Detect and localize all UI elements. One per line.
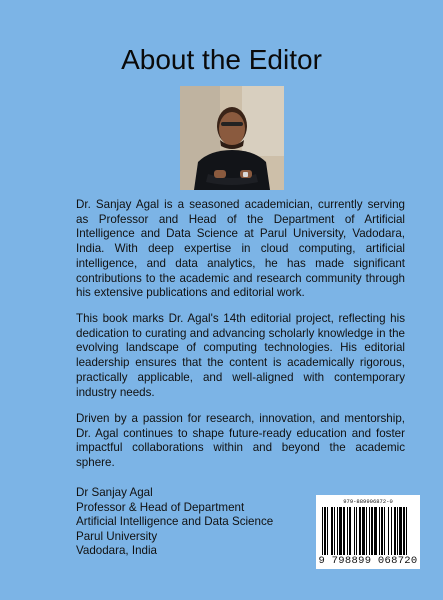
- barcode-bar: [399, 507, 402, 555]
- barcode-bar: [374, 507, 377, 555]
- barcode-bar: [349, 507, 351, 555]
- barcode-bar: [334, 507, 335, 555]
- barcode-bar: [397, 507, 398, 555]
- barcode-bar: [337, 507, 338, 555]
- barcode-bar: [359, 507, 361, 555]
- editor-name: Dr Sanjay Agal: [76, 486, 153, 499]
- barcode-bar: [379, 507, 380, 555]
- isbn-label: 979-889906872-0: [343, 498, 393, 505]
- barcode-bar: [381, 507, 383, 555]
- barcode-bar: [324, 507, 326, 555]
- barcode-bar: [371, 507, 373, 555]
- barcode-bar: [369, 507, 370, 555]
- editor-title: Professor & Head of Department: [76, 500, 245, 514]
- isbn-barcode: [316, 495, 420, 569]
- bio-paragraph: Dr. Sanjay Agal is a seasoned academician, currently serving as Professor and Head of the Department of Artificial Intelligence and Data Science at Parul University, Vadodara, India. With deep expertise in cloud computing, artificial intelligence, and data analytics, he has made significant contributions to the academic and research community through his extensive publications and editorial work.: [76, 198, 405, 300]
- barcode-bar: [366, 507, 367, 555]
- barcode-bar: [384, 507, 385, 555]
- barcode-bar: [356, 507, 357, 555]
- barcode-bar: [406, 507, 407, 555]
- barcode-bar: [327, 507, 328, 555]
- page-title: About the Editor: [121, 44, 322, 75]
- barcode-bar: [362, 507, 365, 555]
- barcode-digits: 9 798899 068720: [318, 555, 418, 567]
- editor-department: Artificial Intelligence and Data Science: [76, 515, 274, 529]
- mission-paragraph: Driven by a passion for research, innovation, and mentorship, Dr. Agal continues to shape future-ready education and foster impactful collaborations within and beyond the academic sphere.: [76, 412, 405, 470]
- barcode-bar: [339, 507, 342, 555]
- barcode-bar: [403, 507, 405, 555]
- editor-photo: [180, 86, 284, 190]
- editorial-paragraph: This book marks Dr. Agal's 14th editorial project, reflecting his dedication to curating and advancing scholarly knowledge in the evolving landscape of computing technologies. His editorial leadership ensures that the content is academically rigorous, practically applicable, and well-aligned with contemporary industry needs.: [76, 312, 405, 399]
- barcode-bar: [388, 507, 389, 555]
- barcode-bar: [343, 507, 345, 555]
- editor-location: Vadodara, India: [76, 544, 158, 558]
- barcode-bar: [331, 507, 333, 555]
- portrait-photo-icon: [180, 86, 284, 190]
- barcode-bar: [354, 507, 355, 555]
- editor-signature-block: [76, 486, 273, 559]
- barcode-bar: [322, 507, 323, 555]
- barcode-bar: [391, 507, 392, 555]
- barcode-bar: [347, 507, 348, 555]
- barcode-bars-icon: [322, 507, 414, 555]
- barcode-bar: [394, 507, 396, 555]
- editor-university: Parul University: [76, 529, 158, 543]
